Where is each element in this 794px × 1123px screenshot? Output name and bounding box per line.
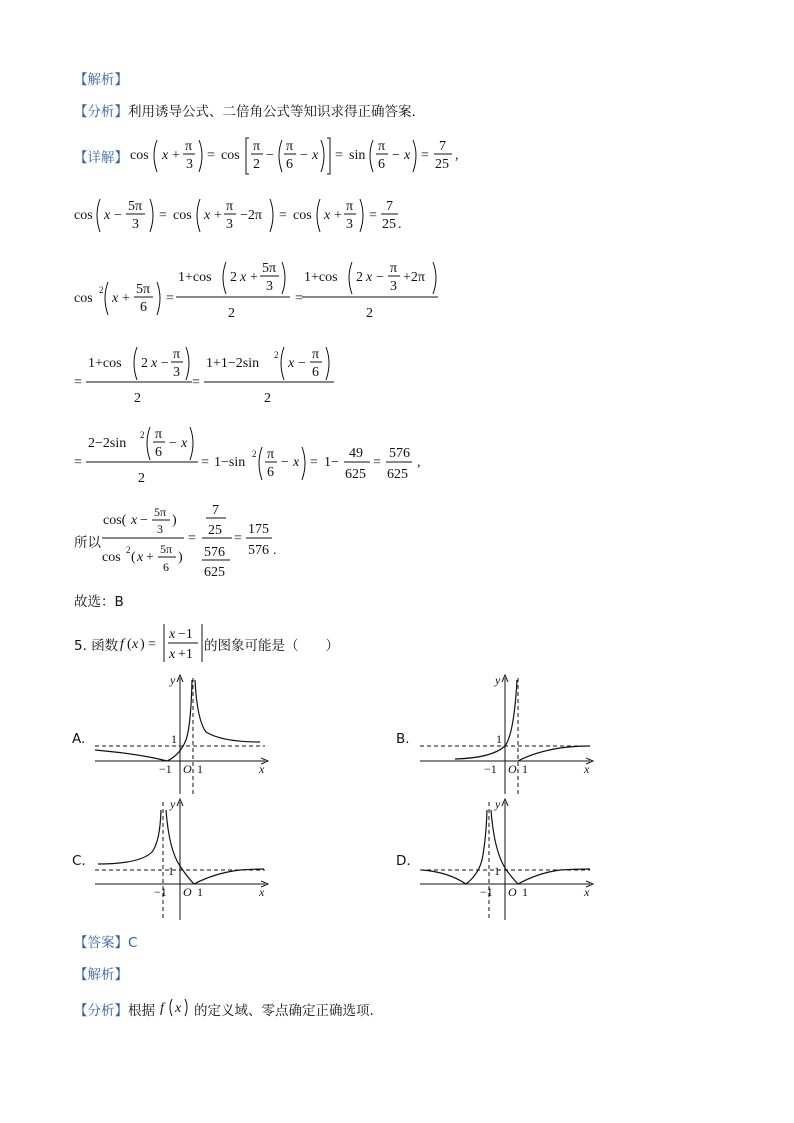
svg-text:6: 6	[163, 560, 169, 574]
svg-text:x: x	[240, 270, 247, 285]
svg-text:1−: 1−	[324, 455, 339, 470]
svg-text:2: 2	[228, 306, 235, 321]
analysis-line-2	[74, 999, 155, 1019]
svg-text:−: −	[376, 270, 384, 285]
svg-text:O: O	[183, 885, 192, 899]
svg-text:x: x	[181, 436, 188, 451]
svg-text:=: =	[335, 148, 343, 163]
svg-text:y: y	[170, 797, 176, 811]
svg-text:x: x	[366, 270, 373, 285]
svg-text:O: O	[508, 885, 517, 899]
svg-text:25: 25	[382, 217, 396, 232]
svg-text:x: x	[112, 291, 119, 306]
eq1-cos: cos	[130, 148, 149, 163]
svg-text:+: +	[334, 208, 342, 223]
svg-text:2: 2	[253, 157, 260, 172]
svg-text:2: 2	[134, 391, 141, 406]
svg-text:2: 2	[99, 285, 104, 295]
paren	[154, 140, 157, 172]
svg-text:1+cos: 1+cos	[304, 270, 338, 285]
question-text-a: 函数	[91, 638, 119, 654]
svg-text:=: =	[166, 291, 174, 306]
answer-choice-line: 故选：B	[74, 594, 124, 610]
svg-text:y: y	[170, 673, 176, 687]
svg-text:1: 1	[522, 885, 528, 899]
svg-text:1: 1	[171, 732, 177, 746]
svg-text:1+cos: 1+cos	[88, 356, 122, 371]
svg-text:π: π	[390, 261, 398, 276]
svg-text:576: 576	[389, 446, 410, 461]
svg-text:x: x	[404, 148, 411, 163]
fx-inline	[158, 994, 198, 1020]
analysis-tag-2: 【分析】	[74, 1003, 128, 1019]
svg-text:): )	[172, 513, 177, 528]
svg-text:−1: −1	[480, 885, 493, 899]
svg-text:=: =	[192, 375, 200, 390]
svg-text:=: =	[159, 208, 167, 223]
svg-text:y: y	[495, 797, 501, 811]
question-text-b: 的图象可能是（ ）	[204, 638, 339, 654]
svg-text:cos: cos	[293, 208, 312, 223]
svg-text:6: 6	[286, 157, 293, 172]
svg-text:7: 7	[386, 199, 393, 214]
section-jiexi-2: 【解析】	[74, 967, 128, 983]
graph-d	[420, 797, 590, 920]
svg-text:sin: sin	[349, 148, 366, 163]
svg-text:=: =	[148, 637, 156, 652]
svg-text:−1: −1	[484, 762, 497, 776]
analysis-text: 利用诱导公式、二倍角公式等知识求得正确答案.	[128, 104, 416, 120]
svg-text:1−sin: 1−sin	[214, 455, 246, 470]
svg-text:6: 6	[312, 365, 319, 380]
svg-text:cos: cos	[74, 291, 93, 306]
therefore-label: 所以	[74, 535, 101, 551]
svg-text:−1: −1	[159, 762, 172, 776]
svg-text:cos: cos	[102, 550, 121, 565]
svg-text:625: 625	[345, 467, 366, 482]
svg-text:2: 2	[138, 471, 145, 486]
svg-text:1: 1	[496, 732, 502, 746]
svg-text:2: 2	[264, 391, 271, 406]
svg-text:2: 2	[141, 356, 148, 371]
svg-text:576: 576	[204, 545, 225, 560]
svg-text:−1: −1	[154, 885, 167, 899]
svg-text:175: 175	[248, 522, 269, 537]
svg-text:x: x	[312, 148, 319, 163]
svg-text:=: =	[234, 531, 242, 546]
svg-text:2: 2	[366, 306, 373, 321]
option-b-label[interactable]: B.	[396, 731, 410, 747]
svg-text:+2π: +2π	[403, 270, 425, 285]
question-number: 5.	[74, 638, 87, 654]
svg-text:): )	[140, 637, 145, 652]
graph-c	[95, 797, 265, 920]
svg-text:cos: cos	[173, 208, 192, 223]
svg-text:cos: cos	[74, 208, 93, 223]
svg-text:π: π	[346, 199, 354, 214]
svg-text:π: π	[286, 139, 294, 154]
svg-text:π: π	[173, 347, 181, 362]
svg-text:x: x	[151, 356, 158, 371]
svg-text:x: x	[169, 647, 176, 662]
detail-tag: 【详解】	[74, 150, 128, 166]
svg-text:π: π	[155, 427, 163, 442]
svg-text:−: −	[114, 208, 122, 223]
option-c-label[interactable]: C.	[72, 853, 86, 869]
svg-text:3: 3	[346, 217, 353, 232]
svg-text:25: 25	[435, 157, 449, 172]
svg-text:π: π	[253, 139, 261, 154]
svg-text:=: =	[369, 208, 377, 223]
svg-text:−2π: −2π	[240, 208, 262, 223]
svg-text:−: −	[281, 455, 289, 470]
svg-text:π: π	[185, 139, 193, 154]
svg-text:3: 3	[226, 217, 233, 232]
svg-text:O: O	[183, 762, 192, 776]
svg-text:x: x	[584, 885, 590, 899]
option-a-label[interactable]: A.	[72, 731, 86, 747]
svg-text:6: 6	[155, 445, 162, 460]
analysis-tag: 【分析】	[74, 104, 128, 120]
svg-text:x: x	[204, 208, 211, 223]
svg-text:+: +	[172, 148, 180, 163]
svg-text:π: π	[267, 447, 275, 462]
svg-text:=: =	[207, 148, 215, 163]
svg-text:−: −	[392, 148, 400, 163]
svg-text:2: 2	[230, 270, 237, 285]
graph-b	[420, 673, 590, 794]
svg-text:+: +	[146, 550, 154, 565]
svg-text:+1: +1	[178, 647, 193, 662]
svg-text:5π: 5π	[128, 199, 143, 214]
svg-text:625: 625	[204, 565, 225, 580]
svg-text:625: 625	[387, 467, 408, 482]
svg-text:1: 1	[168, 864, 174, 878]
svg-text:cos(: cos(	[103, 513, 127, 528]
svg-text:,: ,	[417, 455, 421, 470]
svg-text:1: 1	[522, 762, 528, 776]
svg-text:2−2sin: 2−2sin	[88, 436, 127, 451]
svg-text:5π: 5π	[136, 282, 151, 297]
option-d-label[interactable]: D.	[396, 853, 411, 869]
svg-text:+: +	[122, 291, 130, 306]
svg-text:576: 576	[248, 543, 269, 558]
svg-text:6: 6	[140, 300, 147, 315]
svg-text:=: =	[373, 455, 381, 470]
svg-text:f: f	[160, 1001, 164, 1016]
svg-text:x: x	[175, 1001, 182, 1016]
svg-text:x: x	[259, 762, 265, 776]
question-5	[74, 634, 118, 654]
svg-text:f: f	[120, 637, 124, 652]
svg-text:5π: 5π	[154, 505, 167, 519]
svg-text:−: −	[161, 356, 169, 371]
svg-text:x: x	[293, 455, 300, 470]
svg-text:=: =	[201, 455, 209, 470]
svg-text:25: 25	[208, 523, 222, 538]
svg-text:x: x	[137, 550, 144, 565]
analysis-text-2a: 根据	[128, 1003, 155, 1019]
svg-text:x: x	[169, 627, 176, 642]
svg-text:cos: cos	[221, 148, 240, 163]
svg-text:1: 1	[197, 762, 203, 776]
svg-text:3: 3	[132, 217, 139, 232]
svg-text:=: =	[74, 375, 82, 390]
svg-text:+: +	[214, 208, 222, 223]
svg-text:(: (	[131, 550, 136, 565]
svg-text:x: x	[259, 885, 265, 899]
svg-text:−: −	[298, 356, 306, 371]
svg-text:): )	[178, 550, 183, 565]
svg-text:x: x	[324, 208, 331, 223]
question-5-formula	[118, 620, 208, 666]
svg-text:=: =	[279, 208, 287, 223]
svg-text:=: =	[295, 291, 303, 306]
svg-text:y: y	[495, 673, 501, 687]
svg-text:−: −	[300, 148, 308, 163]
svg-text:.: .	[273, 543, 277, 558]
svg-text:3: 3	[157, 522, 163, 536]
svg-text:π: π	[312, 347, 320, 362]
svg-text:−: −	[169, 436, 177, 451]
svg-text:6: 6	[378, 157, 385, 172]
option-graphs	[0, 670, 794, 930]
svg-text:5π: 5π	[160, 542, 173, 556]
svg-text:3: 3	[186, 157, 193, 172]
svg-text:−: −	[140, 513, 148, 528]
svg-text:=: =	[74, 455, 82, 470]
svg-text:3: 3	[266, 279, 273, 294]
section-jiexi: 【解析】	[74, 72, 128, 88]
svg-text:x: x	[162, 148, 169, 163]
svg-text:1+1−2sin: 1+1−2sin	[206, 356, 260, 371]
svg-text:2: 2	[140, 430, 145, 440]
svg-text:49: 49	[349, 446, 363, 461]
svg-text:2: 2	[126, 545, 131, 555]
svg-text:x: x	[584, 762, 590, 776]
svg-text:1+cos: 1+cos	[178, 270, 212, 285]
svg-text:x: x	[132, 637, 139, 652]
svg-text:6: 6	[267, 465, 274, 480]
svg-text:7: 7	[439, 139, 446, 154]
svg-text:,: ,	[455, 148, 459, 163]
svg-text:O: O	[508, 762, 517, 776]
svg-text:x: x	[131, 513, 138, 528]
svg-text:2: 2	[274, 350, 279, 360]
svg-text:x: x	[288, 356, 295, 371]
svg-text:+: +	[250, 270, 258, 285]
analysis-text-2b: 的定义域、零点确定正确选项.	[194, 1003, 374, 1019]
svg-text:(: (	[127, 637, 132, 652]
svg-text:=: =	[310, 455, 318, 470]
svg-text:3: 3	[173, 365, 180, 380]
svg-text:−1: −1	[178, 627, 193, 642]
svg-text:7: 7	[212, 503, 219, 518]
svg-text:5π: 5π	[262, 261, 277, 276]
svg-text:2: 2	[356, 270, 363, 285]
svg-text:1: 1	[494, 864, 500, 878]
svg-text:π: π	[378, 139, 386, 154]
answer-line: 【答案】C	[74, 935, 138, 951]
svg-text:x: x	[104, 208, 111, 223]
svg-text:1: 1	[197, 885, 203, 899]
svg-text:=: =	[188, 531, 196, 546]
svg-text:−: −	[266, 148, 274, 163]
svg-text:2: 2	[252, 449, 257, 459]
svg-text:3: 3	[390, 279, 397, 294]
svg-text:π: π	[226, 199, 234, 214]
svg-text:=: =	[421, 148, 429, 163]
svg-text:.: .	[398, 217, 402, 232]
graph-a	[95, 673, 265, 794]
